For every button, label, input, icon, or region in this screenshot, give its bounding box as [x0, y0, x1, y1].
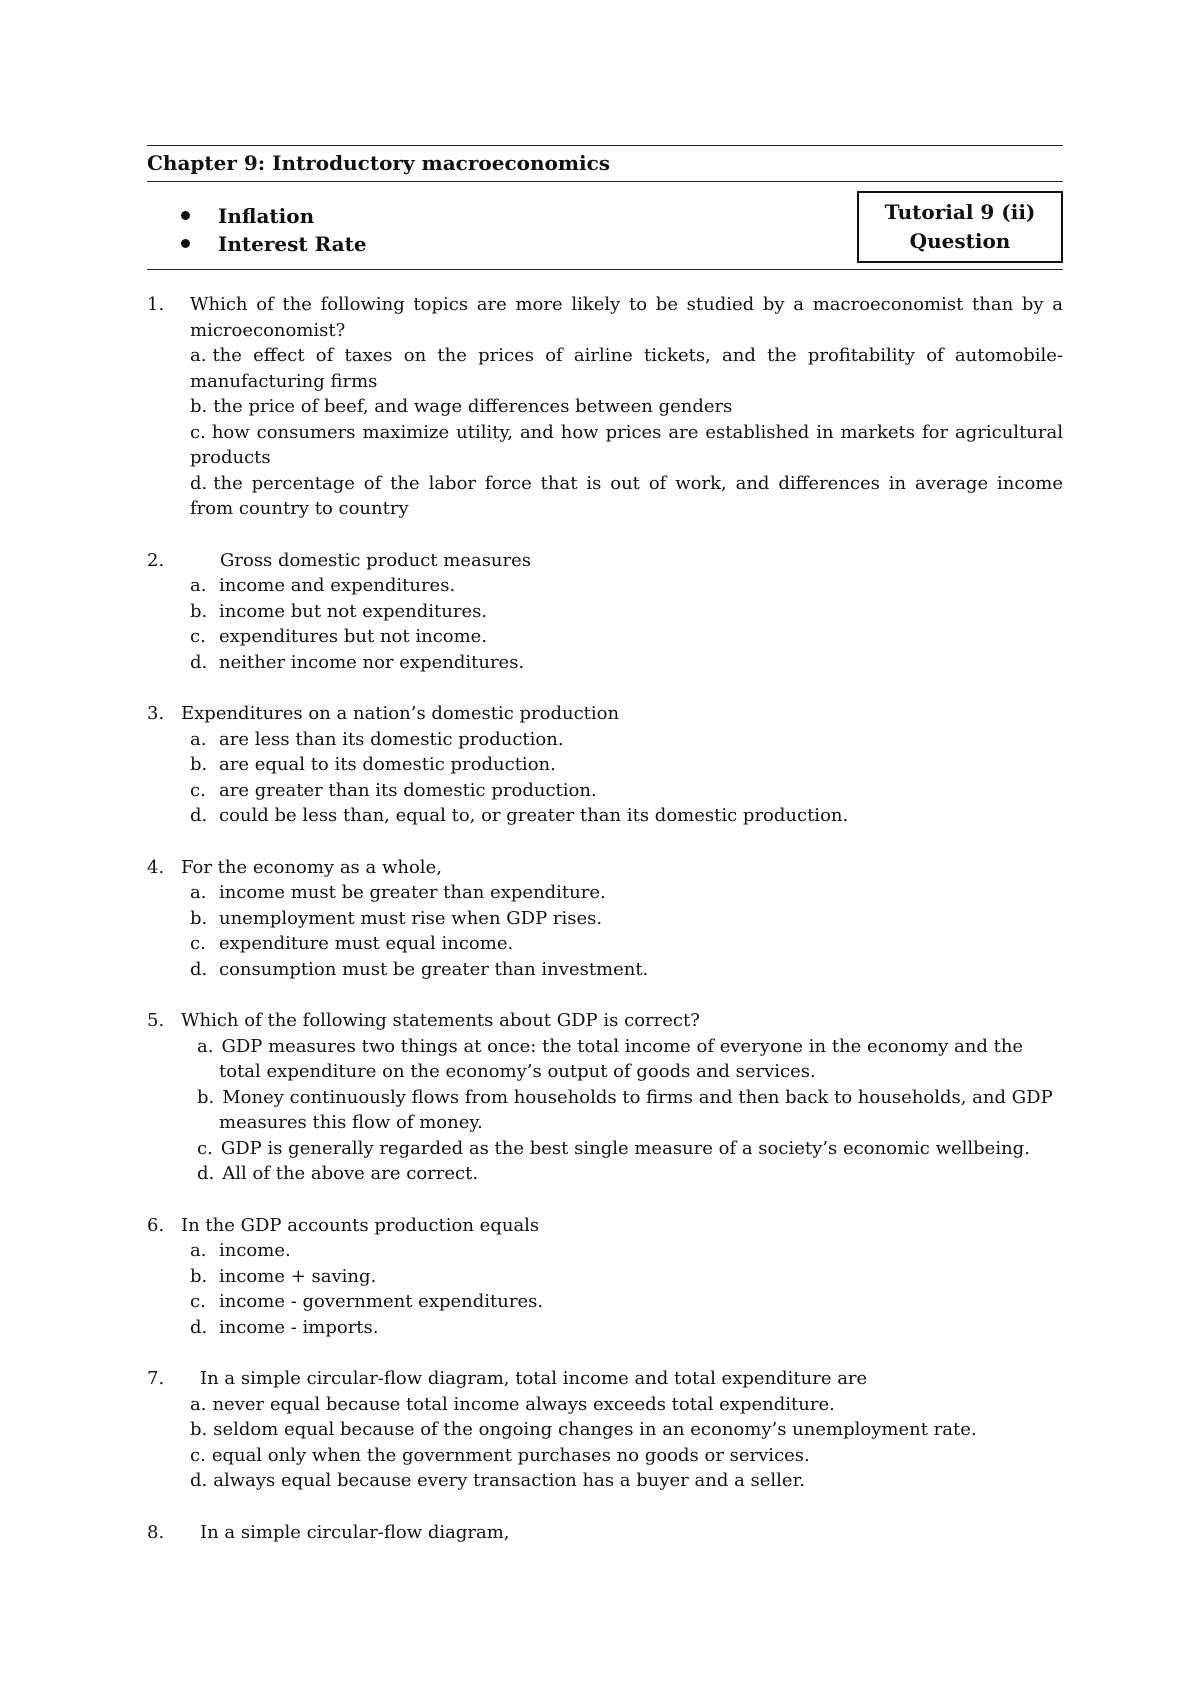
option-letter: c. [190, 1444, 206, 1466]
option-item [147, 1136, 1063, 1162]
option-item [147, 1443, 1063, 1469]
option-item [147, 624, 1063, 650]
option-item [147, 650, 1063, 676]
option-item [147, 420, 1063, 471]
question-stem [147, 548, 1063, 574]
option-item [147, 778, 1063, 804]
option-letter: c. [197, 1137, 213, 1159]
option-text: never equal because total income always exceeds total expenditure. [212, 1393, 835, 1415]
question-text: Expenditures on a nation’s domestic production [181, 703, 620, 724]
option-letter: b. [190, 600, 208, 622]
option-letter: b. [190, 1265, 208, 1287]
question-text: Gross domestic product measures [220, 549, 532, 571]
option-letter: c. [190, 626, 206, 647]
option-item [147, 880, 1063, 906]
question-text: Which of the following topics are more likely to be studied by a macroeconomist than by a microeconomist? [190, 294, 1063, 341]
question-number: 5. [147, 1010, 165, 1031]
option-item [147, 1392, 1063, 1418]
option-letter: a. [190, 882, 207, 903]
question-item [147, 1520, 1063, 1546]
option-text: are less than its domestic production. [219, 728, 564, 750]
option-text: could be less than, equal to, or greater than its domestic production. [219, 805, 849, 826]
question-stem [147, 1366, 1063, 1392]
topic-label: Inflation [218, 204, 315, 228]
option-letter: a. [197, 1035, 214, 1057]
option-item [147, 1289, 1063, 1315]
option-item [147, 394, 1063, 420]
option-list [147, 1392, 1063, 1494]
option-item [147, 1238, 1063, 1264]
option-text: expenditures but not income. [219, 626, 488, 647]
question-item [147, 1008, 1063, 1187]
option-letter: a. [190, 728, 207, 750]
question-stem [147, 292, 1063, 343]
topic-list [181, 202, 367, 258]
question-stem [147, 701, 1063, 727]
question-item [147, 1213, 1063, 1341]
option-item [147, 1468, 1063, 1494]
option-text: the percentage of the labor force that is out of work, and differences in average income from country to country [190, 472, 1063, 519]
option-text: income must be greater than expenditure. [219, 882, 606, 903]
option-text: All of the above are correct. [222, 1163, 479, 1184]
question-item [147, 292, 1063, 522]
option-letter: a. [190, 1240, 207, 1261]
option-text: consumption must be greater than investment. [219, 958, 649, 980]
question-stem [147, 1520, 1063, 1546]
topics-block [147, 182, 1063, 270]
option-letter: a. [190, 575, 207, 596]
chapter-title: Chapter 9: Introductory macroeconomics [147, 151, 611, 175]
option-text: equal only when the government purchases no goods or services. [211, 1444, 810, 1466]
question-list [147, 292, 1063, 1545]
option-item [147, 1264, 1063, 1290]
question-text: For the economy as a whole, [181, 856, 442, 878]
question-text: In the GDP accounts production equals [181, 1214, 540, 1236]
option-item [147, 727, 1063, 753]
option-list [147, 573, 1063, 675]
option-text: income but not expenditures. [219, 600, 488, 622]
option-item [147, 573, 1063, 599]
option-letter: b. [190, 1419, 208, 1440]
option-letter: c. [190, 421, 206, 443]
question-number: 7. [147, 1368, 165, 1389]
option-item [147, 471, 1063, 522]
question-text: In a simple circular-flow diagram, [200, 1521, 510, 1543]
option-text: income + saving. [219, 1265, 377, 1287]
option-list [147, 727, 1063, 829]
option-text: the price of beef, and wage differences between genders [213, 396, 733, 417]
question-item [147, 855, 1063, 983]
option-letter: b. [190, 907, 208, 929]
option-letter: d. [190, 1316, 208, 1338]
option-text: expenditure must equal income. [219, 933, 514, 954]
option-letter: b. [190, 396, 208, 417]
option-text: are greater than its domestic production. [219, 779, 597, 801]
option-letter: c. [190, 779, 206, 801]
question-text: In a simple circular-flow diagram, total income and total expenditure are [200, 1368, 868, 1389]
question-number: 6. [147, 1214, 165, 1236]
option-list [147, 880, 1063, 982]
tutorial-type: Question [909, 229, 1011, 253]
bullet-icon [181, 239, 190, 248]
option-item [147, 1417, 1063, 1443]
option-item [147, 803, 1063, 829]
document-content [147, 145, 1063, 1571]
option-letter: c. [190, 1291, 206, 1312]
option-item [147, 1034, 1063, 1085]
option-list [147, 343, 1063, 522]
option-letter: b. [197, 1086, 215, 1108]
option-text: always equal because every transaction has a buyer and a seller. [213, 1470, 805, 1491]
option-item [147, 1315, 1063, 1341]
option-list [147, 1034, 1063, 1187]
option-text: Money continuously flows from households to firms and then back to households, and GDP measures this flow of money. [219, 1086, 1053, 1133]
option-text: seldom equal because of the ongoing changes in an economy’s unemployment rate. [213, 1419, 977, 1440]
option-list [147, 1238, 1063, 1340]
top-rule [147, 145, 1063, 146]
question-number: 4. [147, 856, 165, 878]
option-item [147, 957, 1063, 983]
option-text: GDP is generally regarded as the best single measure of a society’s economic wellbeing. [220, 1137, 1030, 1159]
option-letter: d. [190, 958, 208, 980]
topic-item [181, 230, 367, 258]
question-text: Which of the following statements about GDP is correct? [181, 1010, 700, 1031]
option-item [147, 906, 1063, 932]
option-text: income and expenditures. [219, 575, 456, 596]
option-letter: d. [190, 472, 208, 494]
option-item [147, 343, 1063, 394]
option-letter: c. [190, 933, 206, 954]
question-number: 3. [147, 703, 165, 724]
option-letter: d. [190, 1470, 208, 1491]
topic-item [181, 202, 367, 230]
option-text: neither income nor expenditures. [219, 651, 525, 673]
option-letter: b. [190, 754, 208, 775]
question-item [147, 701, 1063, 829]
question-stem [147, 1008, 1063, 1034]
option-letter: a. [190, 345, 207, 366]
option-text: GDP measures two things at once: the total income of everyone in the economy and the total expenditure on the economy’s output of goods and services. [219, 1035, 1024, 1082]
topic-label: Interest Rate [218, 232, 367, 256]
question-number: 1. [147, 294, 165, 315]
tutorial-number: Tutorial 9 (ii) [884, 200, 1036, 224]
option-text: income. [219, 1240, 291, 1261]
option-item [147, 1085, 1063, 1136]
option-letter: d. [197, 1163, 215, 1184]
option-text: how consumers maximize utility, and how prices are established in markets for agricultural products [190, 421, 1063, 468]
option-text: the effect of taxes on the prices of airline tickets, and the profitability of automobile-manufacturing firms [190, 345, 1063, 392]
question-stem [147, 855, 1063, 881]
option-item [147, 1161, 1063, 1187]
question-number: 2. [147, 549, 165, 571]
option-letter: d. [190, 805, 208, 826]
option-item [147, 931, 1063, 957]
question-number: 8. [147, 1521, 165, 1543]
header-bottom-rule [147, 269, 1063, 270]
option-text: income - government expenditures. [219, 1291, 544, 1312]
tutorial-label-box [857, 191, 1063, 263]
option-letter: d. [190, 651, 208, 673]
question-stem [147, 1213, 1063, 1239]
option-text: unemployment must rise when GDP rises. [219, 907, 603, 929]
option-item [147, 752, 1063, 778]
option-letter: a. [190, 1393, 207, 1415]
question-item [147, 548, 1063, 676]
option-item [147, 599, 1063, 625]
option-text: are equal to its domestic production. [219, 754, 556, 775]
bullet-icon [181, 211, 190, 220]
option-text: income - imports. [219, 1316, 379, 1338]
question-item [147, 1366, 1063, 1494]
